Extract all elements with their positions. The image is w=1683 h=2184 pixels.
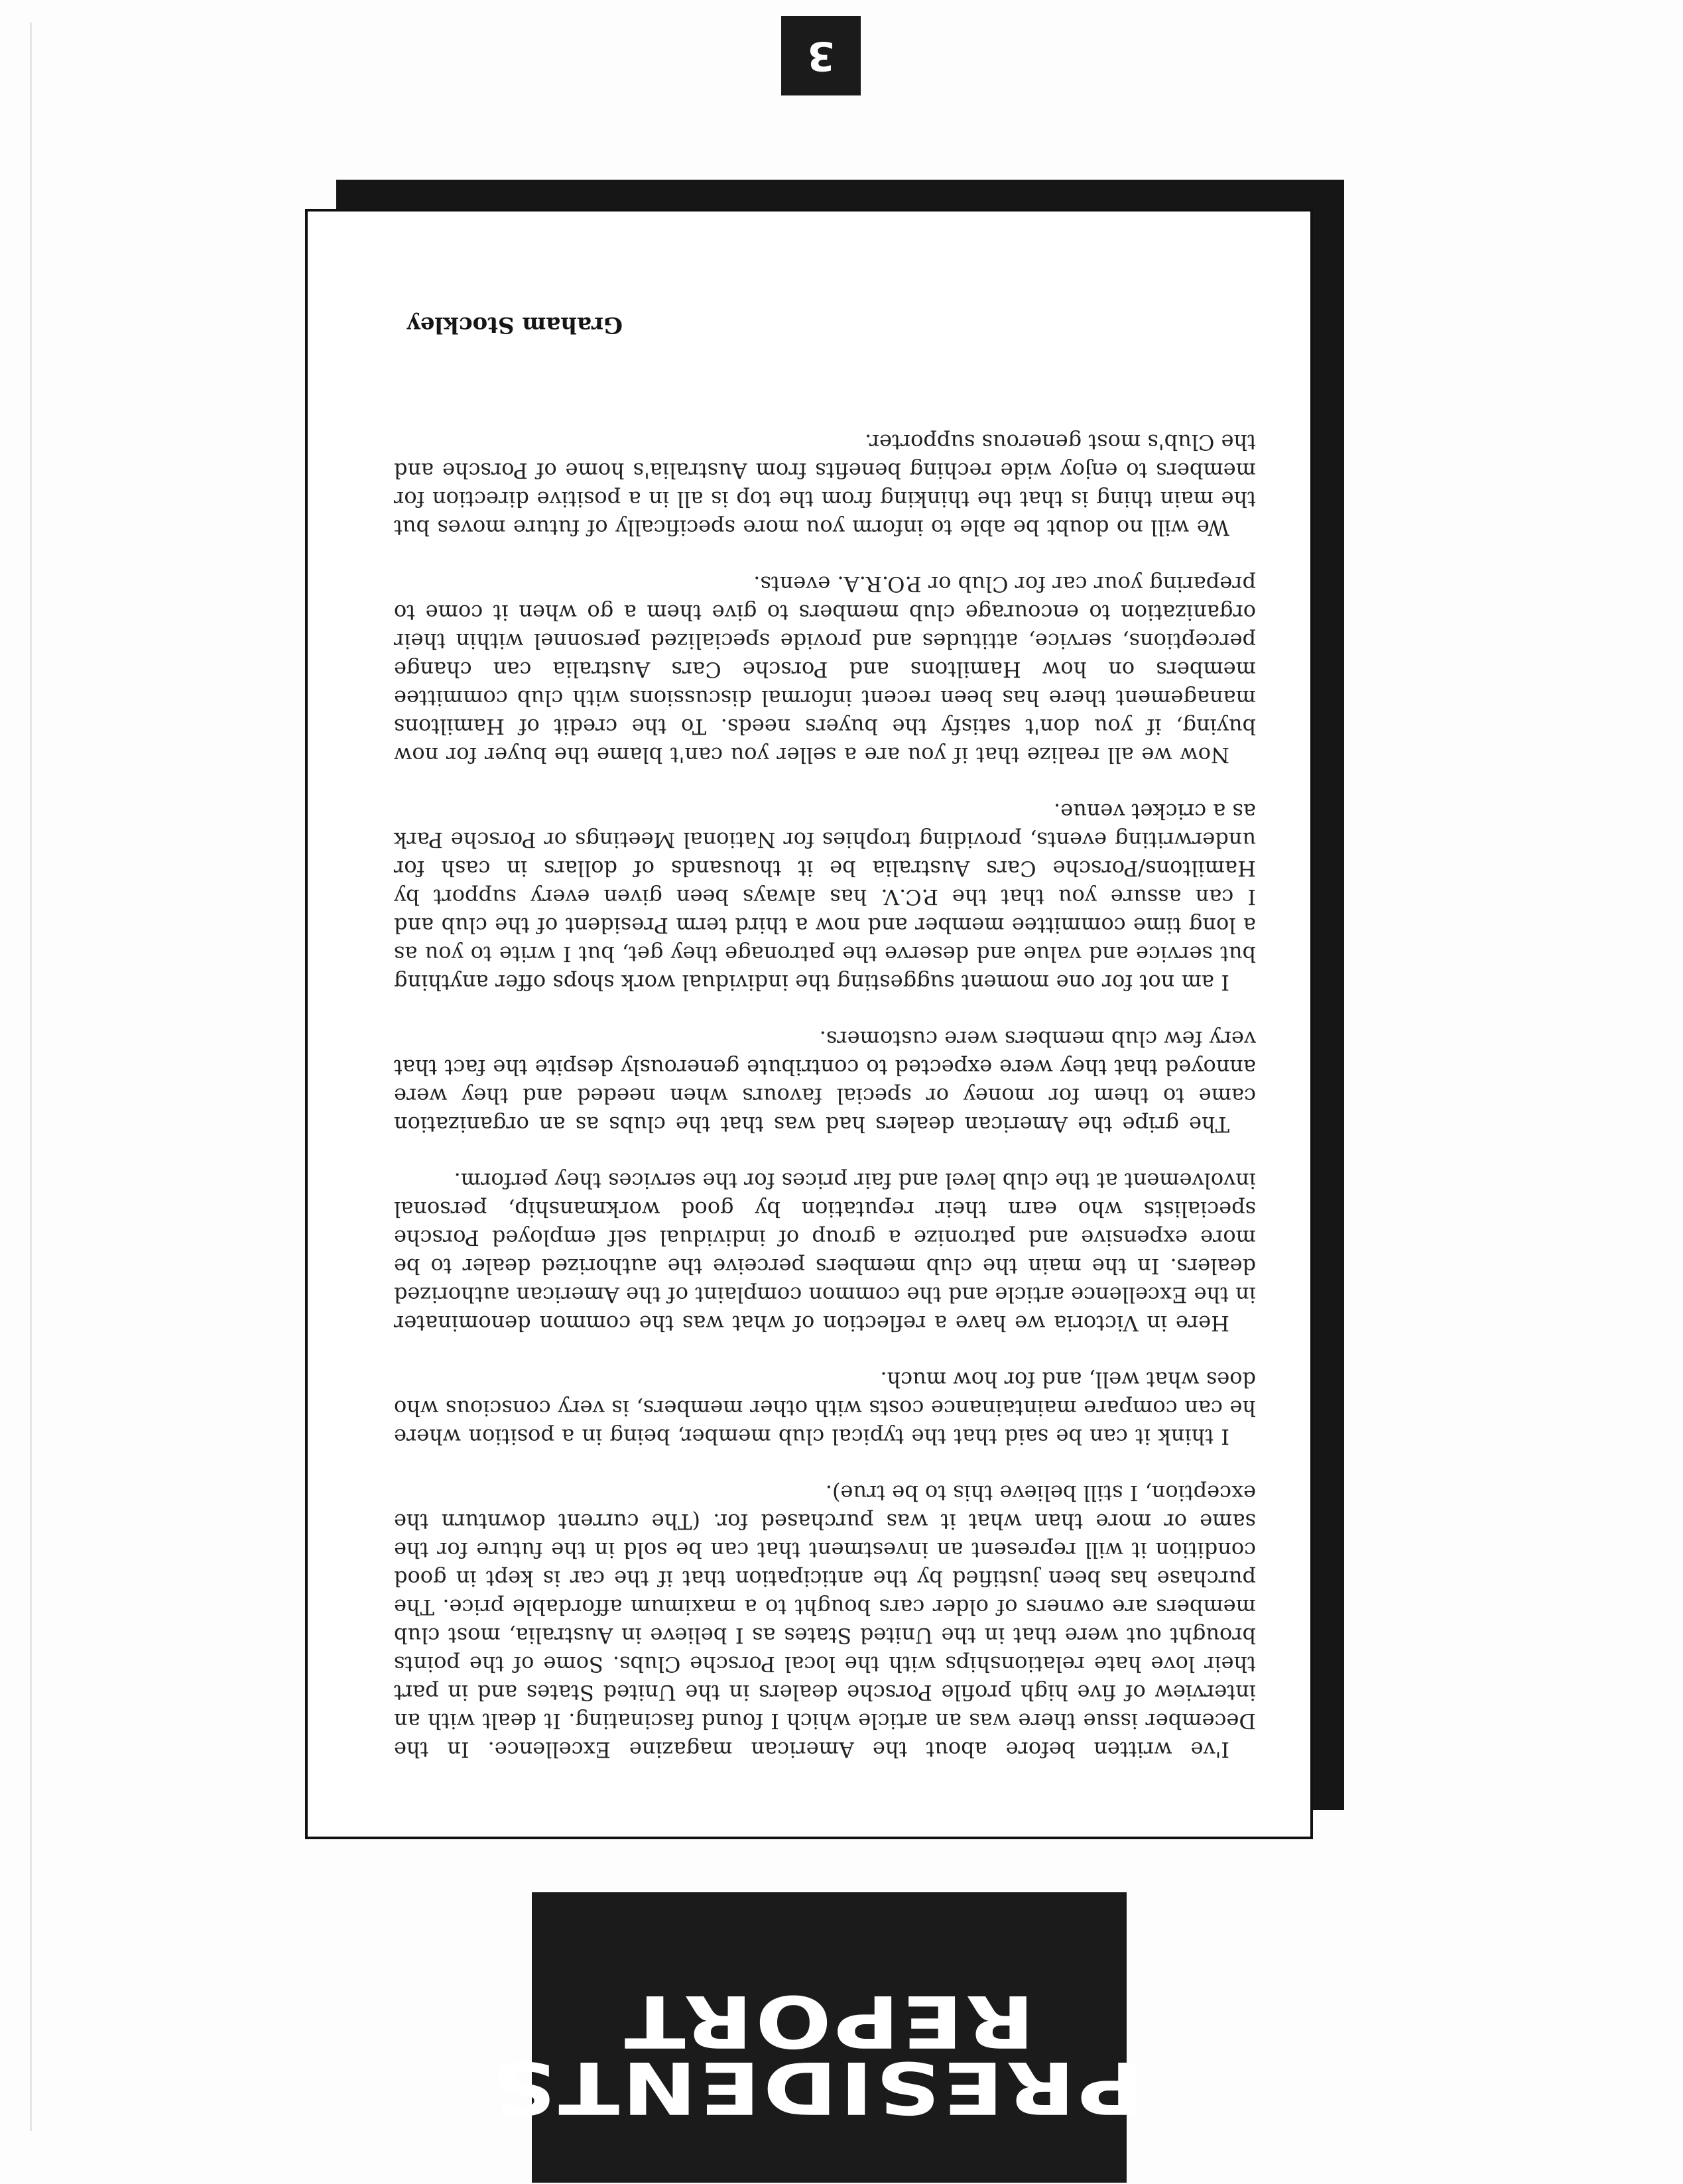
scan-gutter-line: [30, 23, 32, 2131]
report-paragraph: I am not for one moment suggesting the individual work shops offer anything but service and value and deserve the patronage they get, but I write to you as a long time committee member and now a third term President of the club and I can assure you that the P.C.V. has always been given every support by Hamiltons/Porsche Cars Australia be it thousands of dollars in cash for underwriting events, providing trophies for National Meetings or Porsche Park as a cricket venue.: [394, 799, 1256, 995]
report-paragraph: We will no doubt be able to inform you more specifically of future moves but the main thing is that the thinking from the top is all in a positive direction for members to enjoy wide reching benefits from Australia's home of Porsche and the Club's most generous supporter.: [394, 430, 1256, 540]
title-banner: [489, 1892, 1143, 2183]
report-paragraph: I've written before about the American magazine Excellence. In the December issue there was an article which I found fascinating. It dealt with an interview of five high profile Porsche dealers in the United States and in part their love hate relationships with the local Porsche Clubs. Some of the points brought out were that in the United States as I believe in Australia, most club members are owners of older cars bought to a maximum affordable price. The purchase has been justified by the anticipation that if the car is kept in good condition it will represent an investment that can be sold in the future for the same or more than what it was purchased for. (The current downturn the exception, I still believe this to be true).: [394, 1481, 1256, 1762]
report-text-box: [305, 209, 1313, 1839]
report-body: [394, 400, 1256, 1764]
author-signature: Graham Stockley: [407, 312, 623, 338]
report-paragraph: Here in Victoria we have a reflection of what was the common denominater in the Excellence article and the common complaint of the American authorized dealers. In the main the club members perceive the authorized dealer to be more expensive and patronize a group of individual self employed Porsche specialists who earn their reputation by good workmanship, personal involvement at the club level and fair prices for the services they perform.: [394, 1168, 1256, 1336]
report-paragraph: The gripe the American dealers had was that the clubs as an organization came to them for money or special favours when needed and they were annoyed that they were expected to contribute generously despite the fact that very few club members were customers.: [394, 1026, 1256, 1137]
banner-title-line2: REPORT: [621, 1979, 1035, 2062]
report-paragraph: I think it can be said that the typical club member, being in a position where he can compare maintainance costs with other members, is very conscious who does what well, and for how much.: [394, 1367, 1256, 1449]
page-number-badge: 3: [781, 16, 861, 95]
report-paragraph: Now we all realize that if you are a seller you can't blame the buyer for now buying, if you don't satisfy the buyers needs. To the credit of Hamiltons management there has been recent informal discussions with club committee members on how Hamiltons and Porsche Cars Australia can change perceptions, service, attitudes and provide specialized personnel within their organization to encourage club members to give them a go when it come to preparing your car for Club or P.O.R.A. events.: [394, 572, 1256, 768]
banner-title: [489, 1979, 1143, 2128]
banner-title-line1: PRESIDENTS: [489, 2045, 1143, 2128]
